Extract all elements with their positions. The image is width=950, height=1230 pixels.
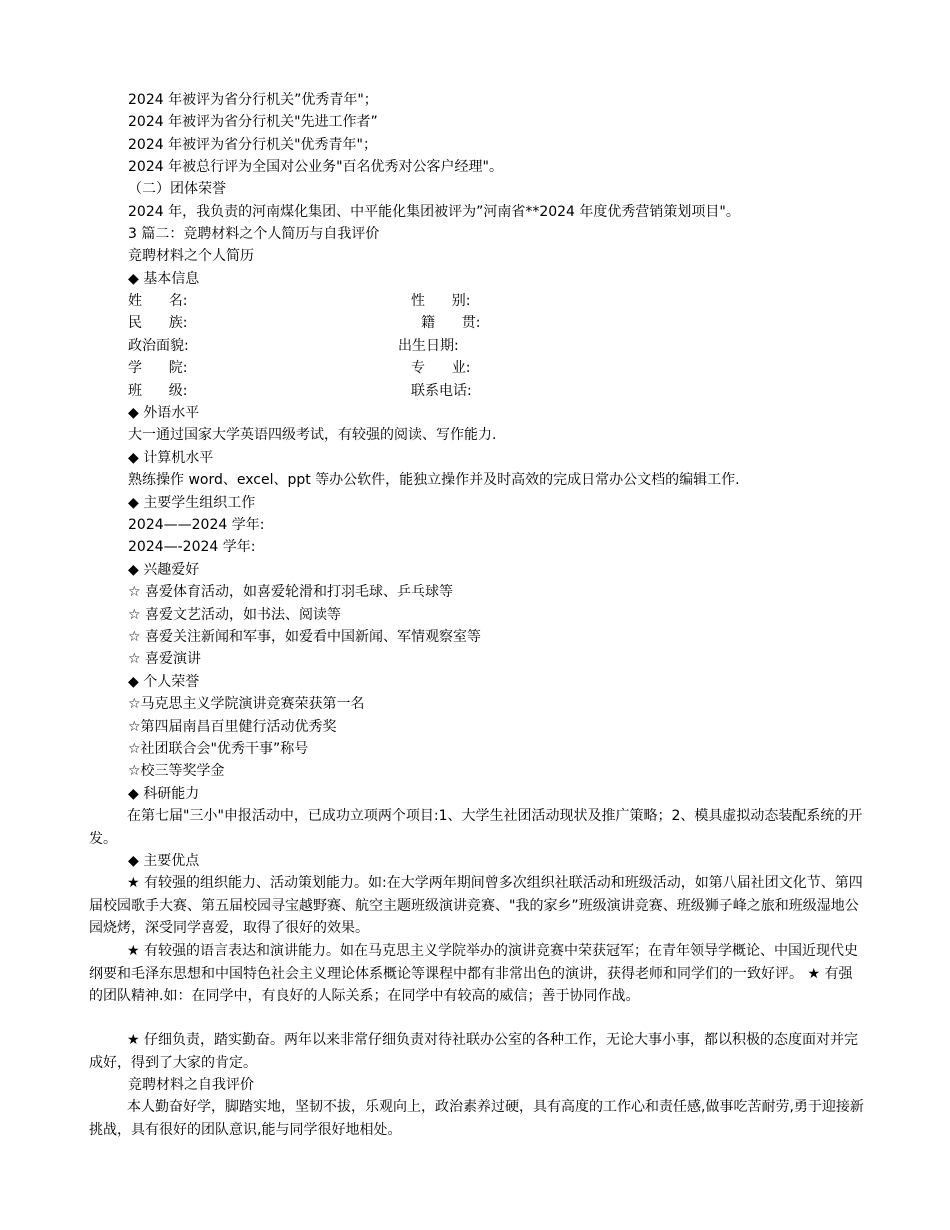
- honor-line-2: 2024 年被评为省分行机关"先进工作者”: [128, 114, 378, 130]
- hobby-item: ☆ 喜爱演讲: [128, 651, 202, 667]
- hometown-label: 籍 贯:: [421, 315, 481, 331]
- article-title: 3 篇二：竞聘材料之个人简历与自我评价: [128, 226, 380, 242]
- award-item: ☆马克思主义学院演讲竞赛荣获第一名: [128, 696, 365, 712]
- strength-paragraph-3: ★ 仔细负责，踏实勤奋。两年以来非常仔细负责对待社联办公室的各种工作，无论大事小事，都以积极的态度面对并完成好，得到了大家的肯定。: [89, 1032, 858, 1071]
- ethnicity-label: 民 族:: [128, 315, 188, 331]
- self-eval-text: 本人勤奋好学，脚踏实地，坚韧不拔，乐观向上，政治素养过硬，具有高度的工作心和责任感,做事吃苦耐劳,勇于迎接新挑战，具有很好的团队意识,能与同学很好地相处。: [89, 1099, 864, 1138]
- political-status-label: 政治面貌:: [128, 338, 189, 354]
- computer-heading: ◆ 计算机水平: [128, 450, 214, 466]
- phone-label: 联系电话:: [411, 383, 472, 399]
- foreign-language-text: 大一通过国家大学英语四级考试，有较强的阅读、写作能力.: [128, 427, 497, 443]
- research-text: 在第七届"三小"申报活动中，已成功立项两个项目:1、大学生社团活动现状及推广策略；2、模具虚拟动态装配系统的开发。: [89, 808, 863, 847]
- hobby-item: ☆ 喜爱关注新闻和军事，如爱看中国新闻、军情观察室等: [128, 629, 481, 645]
- foreign-language-heading: ◆ 外语水平: [128, 405, 200, 421]
- honor-line-1: 2024 年被评为省分行机关”优秀青年"；: [128, 92, 378, 108]
- hobbies-heading: ◆ 兴趣爱好: [128, 562, 200, 578]
- resume-title: 竞聘材料之个人简历: [128, 248, 254, 264]
- award-item: ☆校三等奖学金: [128, 763, 225, 779]
- self-eval-title: 竞聘材料之自我评价: [128, 1077, 254, 1093]
- class-label: 班 级:: [128, 383, 188, 399]
- basic-info-heading: ◆ 基本信息: [128, 271, 200, 287]
- student-work-heading: ◆ 主要学生组织工作: [128, 495, 256, 511]
- award-item: ☆第四届南昌百里健行活动优秀奖: [128, 719, 337, 735]
- hobby-item: ☆ 喜爱文艺活动，如书法、阅读等: [128, 607, 342, 623]
- student-work-item: 2024—-2024 学年:: [128, 539, 256, 555]
- computer-text: 熟练操作 word、excel、ppt 等办公软件，能独立操作并及时高效的完成日常办公文档的编辑工作.: [128, 472, 740, 488]
- gender-label: 性 别:: [411, 293, 471, 309]
- major-label: 专 业:: [411, 360, 471, 376]
- strength-paragraph-2: ★ 有较强的语言表达和演讲能力。如在马克思主义学院举办的演讲竞赛中荣获冠军；在青年领导学概论、中国近现代史纲要和毛泽东思想和中国特色社会主义理论体系概论等课程中都有非常出色的演讲，获得老师和同学们的一致好评。 ★ 有强的团队精神.如：在同学中，有良好的人际关系；在同学中有较高的威信；善于协同作战。: [89, 943, 858, 1004]
- honor-line-4: 2024 年被总行评为全国对公业务"百名优秀对公客户经理"。: [128, 159, 503, 175]
- team-honor-heading: （二）团体荣誉: [128, 181, 226, 197]
- team-honor-text: 2024 年，我负责的河南煤化集团、中平能化集团被评为”河南省**2024 年度优秀营销策划项目"。: [128, 204, 740, 220]
- college-label: 学 院:: [128, 360, 188, 376]
- strength-paragraph-1: ★ 有较强的组织能力、活动策划能力。如:在大学两年期间曾多次组织社联活动和班级活动，如第八届社团文化节、第四届校园歌手大赛、第五届校园寻宝越野赛、航空主题班级演讲竞赛、"我的家乡”班级演讲竞赛、班级狮子峰之旅和班级湿地公园烧烤，深受同学喜爱，取得了很好的效果。: [89, 875, 863, 936]
- award-item: ☆社团联合会"优秀干事”称号: [128, 741, 309, 757]
- birthdate-label: 出生日期:: [398, 338, 459, 354]
- name-label: 姓 名:: [128, 293, 188, 309]
- research-heading: ◆ 科研能力: [128, 786, 200, 802]
- awards-heading: ◆ 个人荣誉: [128, 674, 200, 690]
- honor-line-3: 2024 年被评为省分行机关"优秀青年"；: [128, 137, 377, 153]
- student-work-item: 2024——2024 学年:: [128, 517, 265, 533]
- hobby-item: ☆ 喜爱体育活动，如喜爱轮滑和打羽毛球、乒乓球等: [128, 584, 453, 600]
- strengths-heading: ◆ 主要优点: [128, 853, 200, 869]
